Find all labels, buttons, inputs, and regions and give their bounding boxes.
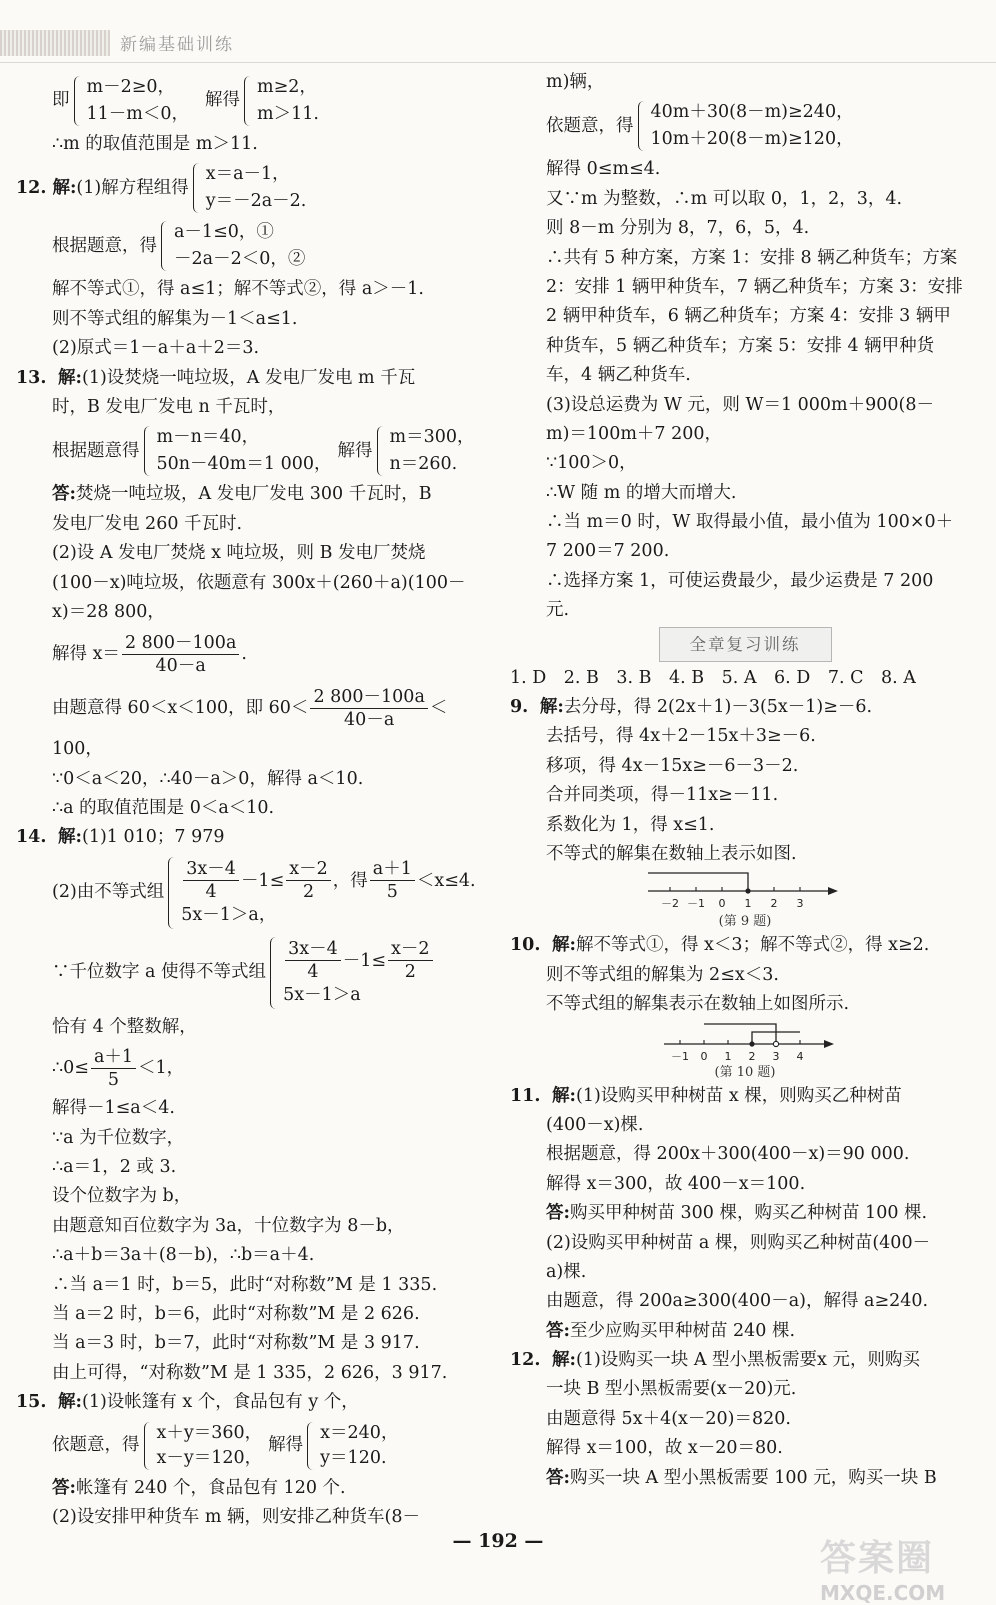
- answer-label: 答:: [546, 1320, 570, 1341]
- text: －1≤: [342, 950, 387, 971]
- text-line: (3)设总运费为 W 元，则 W＝1 000m＋900(8－: [546, 394, 935, 415]
- text-line: 恰有 4 个整数解，: [52, 1016, 197, 1037]
- system-row: m≥2，: [257, 77, 317, 97]
- choice-answers: 1. D 2. B 3. B 4. B 5. A 6. D 7. C 8. A: [510, 667, 916, 688]
- text-line: (2)设安排甲种货车 m 辆，则安排乙种货车(8－: [52, 1506, 420, 1527]
- text-line: 解得－1≤a＜4.: [52, 1098, 175, 1119]
- solution-system: [257, 74, 319, 128]
- solution-label: 解:: [552, 1350, 576, 1371]
- figure-caption: (第 9 题): [718, 914, 772, 930]
- text: 依题意，得: [546, 115, 634, 136]
- text-line: (400－x)棵.: [546, 1114, 644, 1135]
- denominator: 40－a: [344, 709, 395, 730]
- numerator: x－2: [286, 858, 331, 881]
- system-row: x＝240，: [320, 1422, 399, 1443]
- text-line: 去括号，得 4x＋2－15x＋3≥－6.: [546, 726, 816, 747]
- brace: [161, 221, 170, 271]
- text-line: 则 8－m 分别为 8，7，6，5，4.: [546, 218, 810, 239]
- text: ，得: [332, 870, 368, 891]
- tick-label: 4: [796, 1049, 804, 1063]
- text: 即: [52, 90, 70, 111]
- text-line: [16, 480, 486, 509]
- solution-system: [390, 424, 475, 478]
- solution-label: 解:: [552, 935, 576, 956]
- brace: [244, 76, 253, 126]
- system-row: a－1≤0，①: [174, 222, 274, 243]
- brace: [638, 101, 647, 151]
- brace: [144, 1422, 153, 1470]
- denominator: 5: [386, 882, 398, 903]
- text: ∴0≤: [52, 1057, 89, 1078]
- denominator: 2: [302, 882, 315, 903]
- question-14: [16, 823, 486, 852]
- text: 购买甲种树苗 300 棵，购买乙种树苗 100 棵.: [569, 1203, 928, 1224]
- brace: [168, 857, 177, 929]
- text-line: ∵0＜a＜20，∴40－a＞0，解得 a＜10.: [52, 768, 364, 789]
- number-line-q10: [660, 1020, 980, 1076]
- text-line: [510, 1317, 980, 1346]
- fraction: [183, 858, 239, 903]
- text-line: 7 200＝7 200.: [546, 541, 670, 562]
- text-line: [16, 422, 486, 480]
- tick-label: 1: [744, 897, 752, 911]
- text-line: 根据题意，得 200x＋300(400－x)＝90 000.: [546, 1144, 910, 1165]
- text: 根据题意，得: [52, 235, 157, 256]
- inequality-system: [283, 938, 434, 1007]
- text-line: 系数化为 1，得 x≤1.: [546, 814, 715, 835]
- text-line: 由上可得，“对称数”M 是 1 335，2 626，3 917.: [52, 1362, 448, 1383]
- solution-label: 解:: [539, 697, 564, 718]
- system-row: m－n＝40，: [156, 427, 260, 448]
- header-rule: [0, 62, 996, 63]
- brace: [144, 426, 153, 476]
- solution-label: 解:: [52, 177, 77, 198]
- answer-label: 答:: [546, 1203, 570, 1224]
- fraction: [286, 858, 331, 903]
- header-title: 新编基础训练: [120, 35, 234, 55]
- text-line: 当 a＝2 时，b＝6，此时“对称数”M 是 2 626.: [52, 1303, 420, 1324]
- text: 解不等式①，得 x＜3；解不等式②，得 x≥2.: [576, 935, 930, 956]
- text-line: ∵100＞0，: [546, 453, 637, 474]
- text-line: (2)设购买甲种树苗 a 棵，则购买乙种树苗(400－: [546, 1232, 931, 1253]
- text-line: 时，B 发电厂发电 n 千瓦时，: [52, 396, 286, 417]
- text: 焚烧一吨垃圾，A 发电厂发电 300 千瓦时，B: [75, 484, 432, 505]
- tick-label: 1: [724, 1049, 732, 1063]
- text-line: 又∵m 为整数，∴m 可以取 0，1，2，3，4.: [546, 188, 903, 209]
- inequality-system: [651, 99, 854, 153]
- text-line: ∴共有 5 种方案，方案 1：安排 8 辆乙种货车；方案: [546, 247, 958, 268]
- question-9: [510, 693, 980, 722]
- denominator: 4: [307, 962, 319, 983]
- text-line: [16, 217, 486, 275]
- system-row: x＝a－1，: [205, 164, 290, 185]
- text-line: ∴m 的取值范围是 m＞11.: [52, 134, 258, 154]
- question-12-right: [510, 1346, 980, 1375]
- right-column: [510, 72, 980, 1493]
- solution-label: 解:: [58, 1392, 82, 1413]
- system-row: m＝300，: [389, 427, 475, 448]
- tick-label: 2: [770, 897, 778, 911]
- left-column: [16, 72, 486, 1532]
- fraction: [388, 938, 433, 983]
- brace: [270, 937, 279, 1009]
- denominator: 5: [107, 1069, 120, 1090]
- answer-label: 答:: [52, 484, 76, 505]
- equation-system: [157, 424, 332, 478]
- text: 解得: [205, 90, 240, 111]
- watermark-url: MXQE.COM: [820, 1581, 946, 1605]
- numerator: x－2: [388, 938, 433, 961]
- answer-label: 答:: [546, 1467, 570, 1488]
- text-line: 不等式组的解集表示在数轴上如图所示.: [546, 994, 850, 1015]
- numerator: 3x－4: [183, 858, 239, 881]
- denominator: 4: [205, 882, 217, 903]
- denominator: 2: [404, 962, 416, 983]
- denominator: 40－a: [155, 655, 206, 676]
- number-line-graphic: [660, 1020, 840, 1064]
- tick-label: 3: [772, 1049, 780, 1063]
- text-line: 移项，得 4x－15x≥－6－3－2.: [546, 755, 799, 776]
- text-line: 不等式的解集在数轴上表示如图.: [546, 843, 797, 864]
- fraction: [285, 938, 341, 983]
- text-line: 设个位数字为 b，: [52, 1186, 192, 1207]
- text: 解得: [268, 1434, 304, 1455]
- solution-label: 解:: [58, 827, 82, 848]
- text-line: ∵a 为千位数字，: [52, 1127, 185, 1148]
- text: (1)解方程组得: [76, 177, 189, 198]
- text-line: [16, 681, 486, 735]
- system-row: 5x－1＞a，: [181, 905, 277, 926]
- brace: [74, 76, 83, 126]
- text: (1)设焚烧一吨垃圾，A 发电厂发电 m 千瓦: [82, 367, 416, 388]
- text-line: [16, 1418, 486, 1474]
- question-number: 12.: [16, 177, 47, 198]
- question-number: 12.: [510, 1350, 541, 1371]
- text-line: [16, 627, 486, 681]
- figure-caption: (第 10 题): [714, 1064, 776, 1080]
- brace: [307, 1422, 316, 1470]
- text: 购买一块 A 型小黑板需要 100 元，购买一块 B: [569, 1467, 937, 1488]
- text-line: ∴当 m＝0 时，W 取得最小值，最小值为 100×0＋: [546, 512, 954, 533]
- numerator: a＋1: [91, 1046, 136, 1069]
- text-line: [16, 933, 486, 1013]
- tick-label: 0: [718, 897, 726, 911]
- text-line: 2：安排 1 辆甲种货车，7 辆乙种货车；方案 3：安排: [546, 276, 963, 297]
- page-number: — 192 —: [452, 1530, 544, 1552]
- text-line: 由题意得 5x＋4(x－20)＝820.: [546, 1408, 791, 1429]
- tick-label: －1: [671, 1049, 689, 1063]
- system-row: 10m＋20(8－m)≥120，: [650, 129, 854, 150]
- text-line: 当 a＝3 时，b＝7，此时“对称数”M 是 3 917.: [52, 1333, 420, 1354]
- text-line: 100，: [52, 739, 103, 760]
- text: ＜x≤4.: [416, 870, 476, 891]
- text: (1)设购买甲种树苗 x 棵，则购买乙种树苗: [576, 1085, 902, 1106]
- solution-system: [206, 161, 307, 215]
- text-line: 解得 0≤m≤4.: [546, 159, 661, 180]
- fraction: [310, 686, 427, 731]
- text-line: 元.: [546, 600, 570, 621]
- brace: [377, 426, 386, 476]
- question-number: 9.: [510, 697, 529, 718]
- tick-label: －1: [687, 897, 705, 911]
- text-line: m)＝100m＋7 200，: [546, 423, 723, 444]
- number-line-graphic: [640, 869, 840, 911]
- fraction: [91, 1046, 136, 1091]
- text-line: ∴W 随 m 的增大而增大.: [546, 482, 737, 503]
- inequality-system: [181, 858, 475, 927]
- solution-label: 解:: [552, 1085, 576, 1106]
- text-line: [16, 1474, 486, 1503]
- equation-system: [157, 1421, 263, 1471]
- text: .: [241, 643, 247, 664]
- question-12: [16, 159, 486, 217]
- text-line: a)棵.: [546, 1261, 587, 1282]
- text: (2)由不等式组: [52, 882, 165, 903]
- solution-label: 解:: [58, 367, 82, 388]
- question-number: 14.: [16, 827, 47, 848]
- system-row: [181, 858, 475, 903]
- question-15: [16, 1388, 486, 1417]
- solution-system: [320, 1421, 398, 1471]
- question-11: [510, 1082, 980, 1111]
- tick-label: 2: [748, 1049, 756, 1063]
- watermark-text: 答案圈: [820, 1537, 935, 1579]
- numerator: 2 800－100a: [310, 686, 427, 709]
- text: (1)设帐篷有 x 个，食品包有 y 个，: [82, 1392, 359, 1413]
- text-line: x)＝28 800，: [52, 601, 165, 622]
- text-line: 解得 x＝100，故 x－20＝80.: [546, 1438, 783, 1459]
- text: 解得 x＝: [52, 643, 120, 664]
- system-row: 5x－1＞a: [283, 985, 361, 1006]
- numerator: a＋1: [370, 858, 415, 881]
- text-line: 合并同类项，得－11x≥－11.: [546, 785, 779, 806]
- section-banner: [510, 628, 980, 662]
- system-row: m＞11.: [257, 104, 319, 124]
- tick-label: －2: [661, 897, 679, 911]
- watermark: [820, 1530, 990, 1605]
- text-line: [510, 97, 980, 155]
- inequality-system: [174, 219, 305, 273]
- question-number: 13.: [16, 367, 47, 388]
- text-line: 则不等式组的解集为－1＜a≤1.: [52, 308, 298, 329]
- text: 帐篷有 240 个，食品包有 120 个.: [75, 1477, 346, 1498]
- text-line: 由题意知百位数字为 3a，十位数字为 8－b，: [52, 1215, 405, 1236]
- question-number: 11.: [510, 1085, 541, 1106]
- answer-label: 答:: [52, 1477, 76, 1498]
- inequality-system: [87, 74, 190, 128]
- text-line: (2)原式＝1－a＋a＋2＝3.: [52, 338, 260, 359]
- text-line: ∴a 的取值范围是 0＜a＜10.: [52, 798, 275, 819]
- system-row: 40m＋30(8－m)≥240，: [650, 102, 854, 123]
- text: ＜: [429, 697, 448, 718]
- text: 至少应购买甲种树苗 240 棵.: [569, 1320, 796, 1341]
- text-line: 一块 B 型小黑板需要(x－20)元.: [546, 1379, 797, 1400]
- text: ∵千位数字 a 使得不等式组: [52, 962, 267, 983]
- question-number: 10.: [510, 935, 541, 956]
- text-line: 解得 x＝300，故 400－x＝100.: [546, 1173, 806, 1194]
- question-10: [510, 931, 980, 960]
- text: －1≤: [240, 870, 285, 891]
- text-line: 解不等式①，得 a≤1；解不等式②，得 a＞－1.: [52, 279, 424, 300]
- text: (1)设购买一块 A 型小黑板需要x 元，则购买: [576, 1350, 920, 1371]
- fraction: [370, 858, 415, 903]
- text-line: (2)设 A 发电厂焚烧 x 吨垃圾，则 B 发电厂焚烧: [52, 543, 426, 564]
- text-line: ∴a＝1，2 或 3.: [52, 1157, 177, 1178]
- text-line: [510, 1199, 980, 1228]
- numerator: 3x－4: [285, 938, 341, 961]
- system-row: y＝120.: [320, 1447, 387, 1468]
- system-row: m－2≥0，: [86, 77, 176, 97]
- text-line: m)辆，: [546, 72, 605, 92]
- text-line: [16, 853, 486, 933]
- text: ＜1，: [138, 1057, 185, 1078]
- header-decoration: [0, 30, 110, 56]
- system-row: n＝260.: [389, 454, 458, 475]
- text-line: 车，4 辆乙种货车.: [546, 365, 691, 386]
- text-line: ∴选择方案 1，可使运费最少，最少运费是 7 200: [546, 570, 934, 591]
- text-line: 种货车，5 辆乙种货车；方案 5：安排 4 辆甲种货: [546, 335, 935, 356]
- text-line: (100－x)吨垃圾，依题意有 300x＋(260＋a)(100－: [52, 572, 466, 593]
- question-13: [16, 364, 486, 393]
- text: 根据题意得: [52, 440, 140, 461]
- text-line: ∴a＋b＝3a＋(8－b)，∴b＝a＋4.: [52, 1245, 315, 1266]
- brace: [193, 163, 202, 213]
- tick-label: 0: [700, 1049, 708, 1063]
- numerator: 2 800－100a: [122, 632, 239, 655]
- text-line: [510, 1464, 980, 1493]
- system-row: 50n－40m＝1 000，: [156, 454, 332, 475]
- page-header: [0, 0, 996, 66]
- text-line: [16, 72, 486, 130]
- fraction: [122, 632, 239, 677]
- tick-label: 3: [796, 897, 804, 911]
- system-row: －2a－2＜0，②: [174, 249, 306, 270]
- text-line: ∴当 a＝1 时，b＝5，此时“对称数”M 是 1 335.: [52, 1274, 438, 1295]
- text-line: 由题意，得 200a≥300(400－a)，解得 a≥240.: [546, 1291, 929, 1312]
- text-line: 发电厂发电 260 千瓦时.: [52, 513, 243, 534]
- text-line: 2 辆甲种货车，6 辆乙种货车；方案 4：安排 3 辆甲: [546, 306, 951, 327]
- text: (1)1 010；7 979: [82, 827, 225, 848]
- text: 去分母，得 2(2x＋1)－3(5x－1)≥－6.: [563, 697, 873, 718]
- section-title: 全章复习训练: [659, 627, 832, 662]
- text: 依题意，得: [52, 1434, 140, 1455]
- text: 解得: [337, 440, 373, 461]
- question-number: 15.: [16, 1392, 47, 1413]
- system-row: x－y＝120，: [156, 1447, 263, 1468]
- system-row: x＋y＝360，: [156, 1422, 263, 1443]
- text: 由题意得 60＜x＜100，即 60＜: [52, 697, 309, 718]
- number-line-q9: [640, 869, 980, 925]
- system-row: y＝－2a－2.: [205, 191, 307, 212]
- system-row: 11－m＜0，: [86, 104, 189, 124]
- system-row: [283, 938, 434, 983]
- text-line: 则不等式组的解集为 2≤x＜3.: [546, 964, 779, 985]
- text-line: [16, 1042, 486, 1094]
